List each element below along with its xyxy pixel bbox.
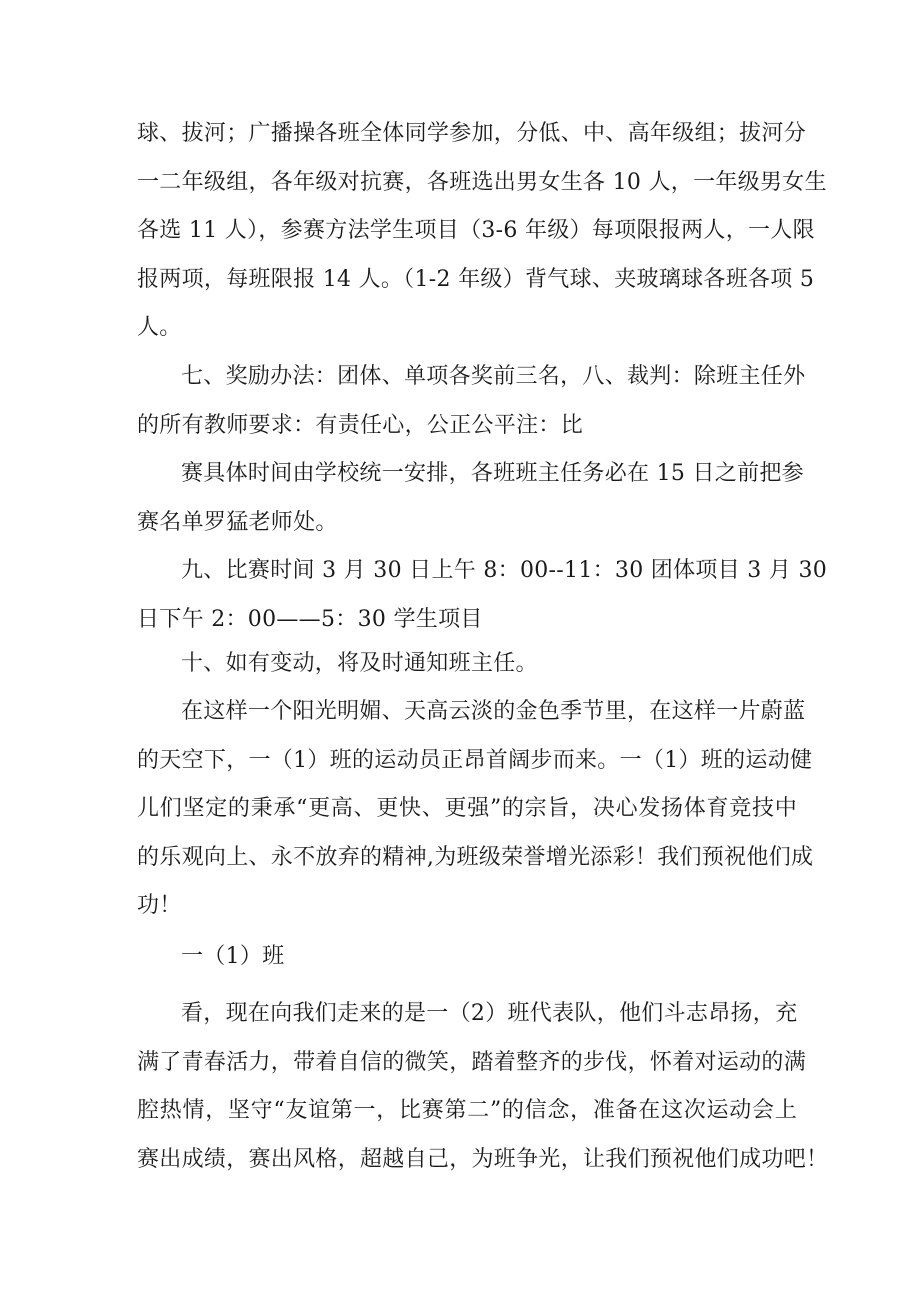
paragraph-match-time	[137, 547, 828, 644]
text-line: 的天空下，一（1）班的运动员正昂首阔步而来。一（1）班的运动健	[137, 747, 813, 773]
paragraph-class-1-1-intro	[137, 688, 814, 931]
text-line: 功！	[137, 893, 182, 918]
text-line: 腔热情，坚守“友谊第一，比赛第二”的信念，准备在这次运动会上	[137, 1098, 797, 1123]
text-line: 的所有教师要求：有责任心，公正公平注：比	[137, 412, 584, 438]
text-line: 报两项，每班限报 14 人。（1-2 年级）背气球、夹玻璃球各班各项 5	[137, 266, 815, 292]
text-line: 一二年级组，各年级对抗赛，各班选出男女生各 10 人，一年级男女生	[137, 169, 827, 195]
text-line: 一（1）班	[181, 944, 285, 969]
text-line: 儿们坚定的秉承“更高、更快、更强”的宗旨，决心发扬体育竞技中	[137, 796, 797, 821]
paragraph-class-label	[137, 933, 797, 982]
paragraph-class-1-2-intro	[137, 990, 829, 1184]
text-line: 九、比赛时间 3 月 30 日上午 8：00--11：30 团体项目 3 月 30	[181, 558, 828, 583]
text-line: 赛具体时间由学校统一安排，各班班主任务必在 15 日之前把参	[181, 461, 804, 486]
text-line: 赛名单罗猛老师处。	[137, 509, 338, 535]
text-line: 日下午 2：00——5：30 学生项目	[137, 606, 483, 632]
paragraph-changes	[137, 640, 797, 689]
text-line: 看，现在向我们走来的是一（2）班代表队，他们斗志昂扬，充	[181, 1001, 798, 1026]
text-line: 十、如有变动，将及时通知班主任。	[181, 651, 538, 676]
paragraph-schedule-note	[137, 450, 804, 547]
text-line: 各选 11 人），参赛方法学生项目（3-6 年级）每项限报两人，一人限	[137, 218, 815, 243]
text-line: 球、拔河；广播操各班全体同学参加，分低、中、高年级组；拔河分	[137, 121, 807, 146]
paragraph-awards-judges	[137, 353, 806, 450]
text-line: 满了青春活力，带着自信的微笑，踏着整齐的步伐，怀着对运动的满	[137, 1049, 807, 1075]
text-line: 赛出成绩，赛出风格，超越自己，为班争光，让我们预祝他们成功吧！	[137, 1146, 829, 1172]
text-line: 人。	[137, 315, 182, 340]
text-line: 七、奖励办法：团体、单项各奖前三名，八、裁判：除班主任外	[181, 364, 806, 389]
text-line: 的乐观向上、永不放弃的精神,为班级荣誉增光添彩！我们预祝他们成	[137, 844, 814, 870]
text-line: 在这样一个阳光明媚、天高云淡的金色季节里，在这样一片蔚蓝	[181, 699, 806, 724]
paragraph-event-rules	[137, 110, 827, 353]
